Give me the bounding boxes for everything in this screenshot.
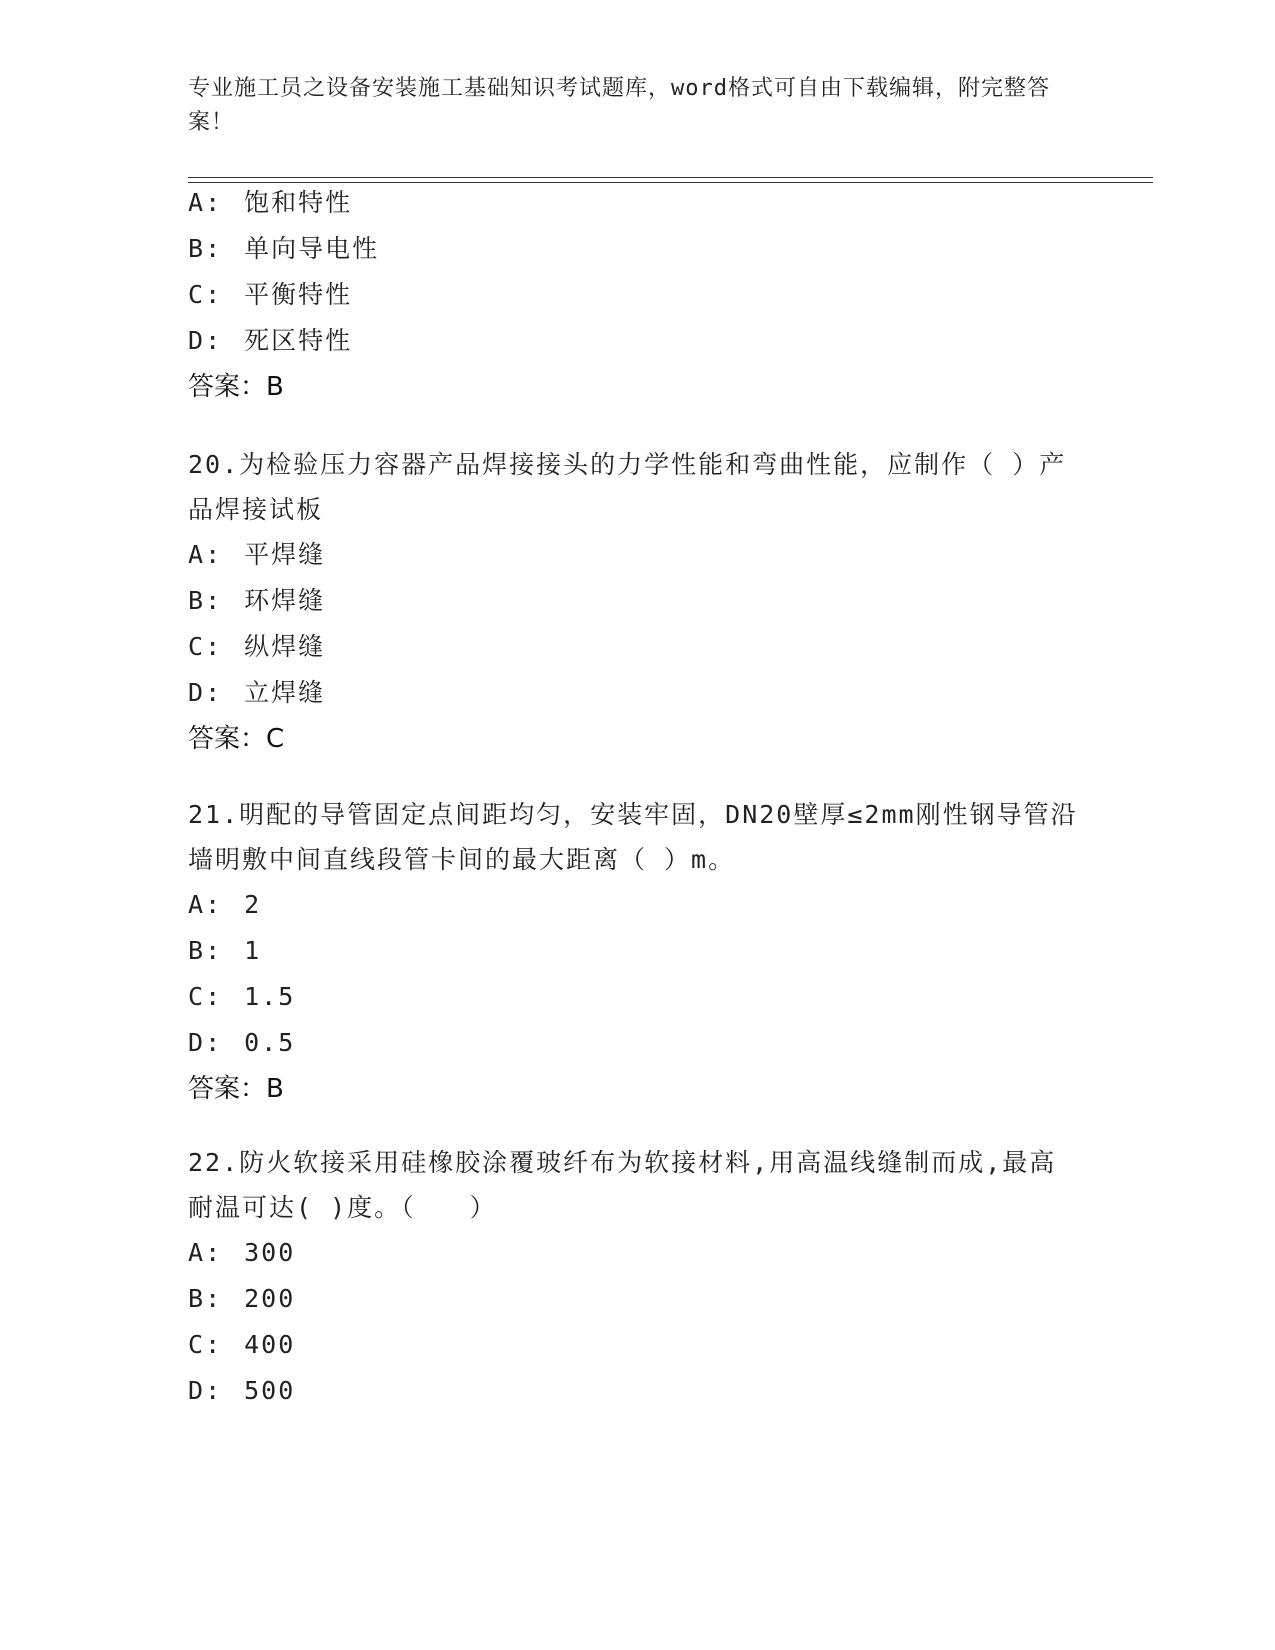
option-text: 300 (244, 1238, 296, 1267)
option-a: A: 2 (188, 890, 262, 919)
option-text: 纵焊缝 (244, 632, 326, 661)
option-text: 0.5 (244, 1028, 296, 1057)
option-b: B: 单向导电性 (188, 234, 380, 263)
option-b: B: 200 (188, 1284, 296, 1313)
option-text: 饱和特性 (244, 188, 353, 217)
header-divider-top (188, 177, 1153, 178)
option-text: 死区特性 (244, 326, 353, 355)
option-c: C: 1.5 (188, 982, 296, 1011)
question-block-19 (188, 180, 1078, 410)
document-header-title: 专业施工员之设备安装施工基础知识考试题库，word格式可自由下载编辑，附完整答案！ (188, 76, 1050, 135)
option-text: 200 (244, 1284, 296, 1313)
option-text: 400 (244, 1330, 296, 1359)
option-d: D: 0.5 (188, 1028, 296, 1057)
option-a: A: 平焊缝 (188, 540, 326, 569)
option-a: A: 饱和特性 (188, 188, 353, 217)
question-text: 22.防火软接采用硅橡胶涂覆玻纤布为软接材料,用高温线缝制而成,最高耐温可达( )度。（ ） (188, 1148, 1057, 1222)
question-text: 21.明配的导管固定点间距均匀，安装牢固，DN20壁厚≤2mm刚性钢导管沿墙明敷中间直线段管卡间的最大距离（ ）m。 (188, 800, 1078, 874)
option-d: D: 立焊缝 (188, 678, 326, 707)
option-d: D: 500 (188, 1376, 296, 1405)
option-text: 500 (244, 1376, 296, 1405)
answer-label: 答案：C (188, 724, 285, 754)
option-text: 2 (244, 890, 262, 919)
answer-label: 答案：B (188, 372, 284, 402)
option-text: 1 (244, 936, 262, 965)
question-block-22 (188, 1140, 1078, 1414)
answer-label: 答案：B (188, 1074, 284, 1104)
option-c: C: 纵焊缝 (188, 632, 326, 661)
option-c: C: 400 (188, 1330, 296, 1359)
option-a: A: 300 (188, 1238, 296, 1267)
question-block-21 (188, 792, 1078, 1112)
option-text: 单向导电性 (244, 234, 380, 263)
option-c: C: 平衡特性 (188, 280, 353, 309)
option-d: D: 死区特性 (188, 326, 353, 355)
option-text: 平衡特性 (244, 280, 353, 309)
option-text: 1.5 (244, 982, 296, 1011)
option-text: 环焊缝 (244, 586, 326, 615)
option-text: 平焊缝 (244, 540, 326, 569)
option-b: B: 1 (188, 936, 262, 965)
question-text: 20.为检验压力容器产品焊接接头的力学性能和弯曲性能，应制作（ ）产品焊接试板 (188, 450, 1067, 524)
option-b: B: 环焊缝 (188, 586, 326, 615)
option-text: 立焊缝 (244, 678, 326, 707)
question-block-20 (188, 442, 1078, 762)
